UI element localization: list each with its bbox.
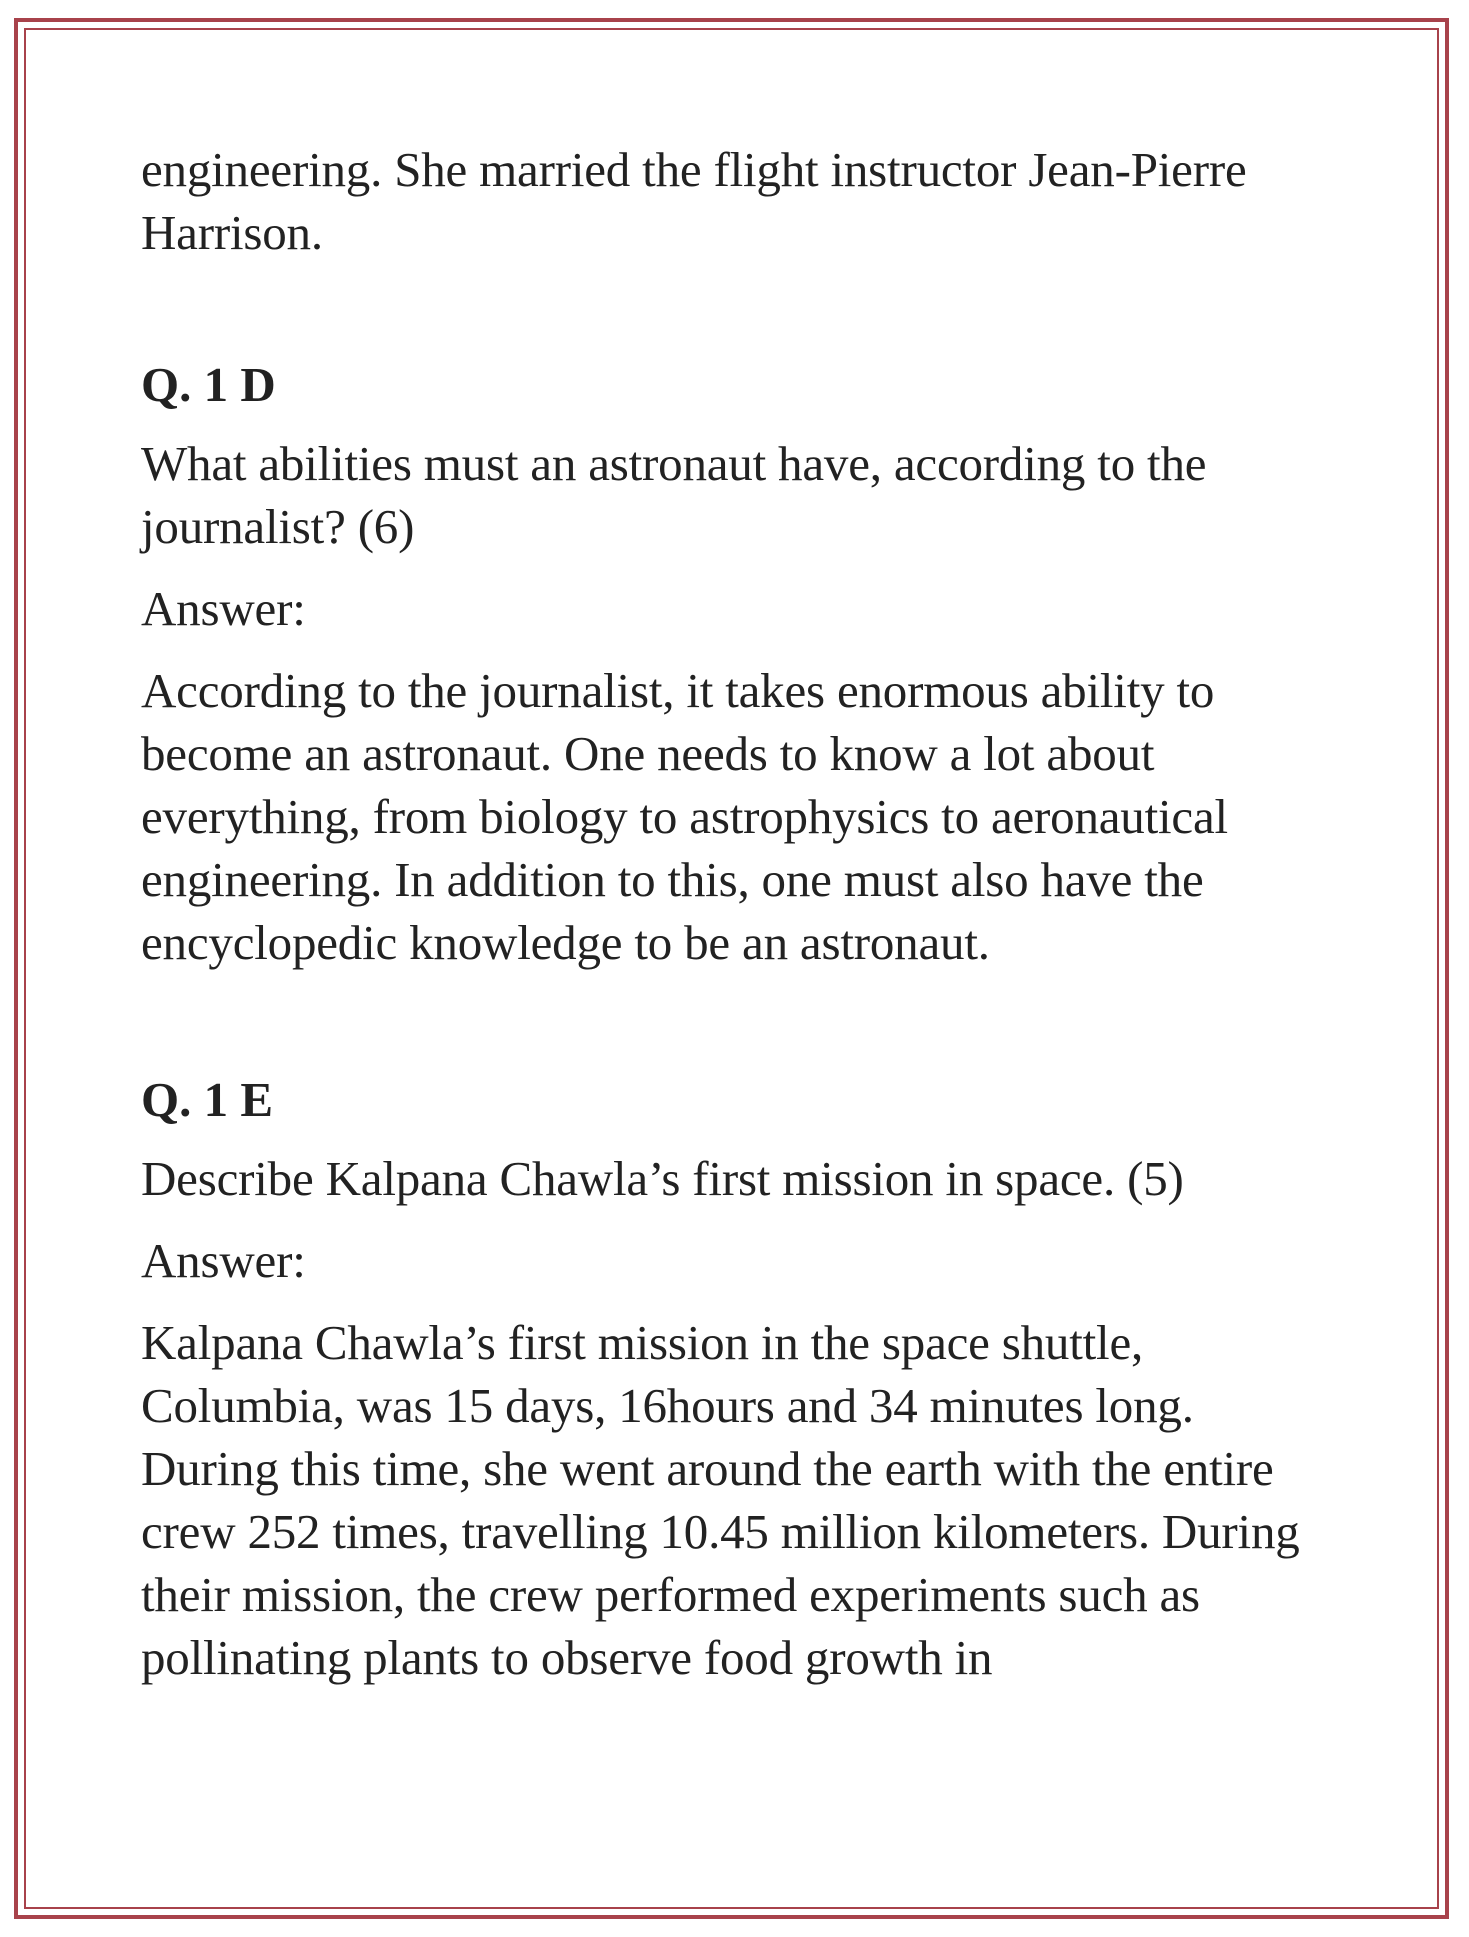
intro-paragraph: engineering. She married the flight instructor Jean-Pierre Harrison. bbox=[141, 142, 1247, 260]
page-content bbox=[141, 138, 1341, 1689]
question-text: What abilities must an astronaut have, according to the journalist? (6) bbox=[141, 436, 1207, 554]
question-heading: Q. 1 D bbox=[141, 357, 276, 412]
question-text: Describe Kalpana Chawla’s first mission in space. (5) bbox=[141, 1151, 1184, 1206]
answer-text: According to the journalist, it takes enormous ability to become an astronaut. One needs to know a lot about everything, from biology to astrophysics to aeronautical engineering. In addition to this, one must also have the encyclopedic knowledge to be an astronaut. bbox=[141, 663, 1228, 970]
question-heading: Q. 1 E bbox=[141, 1072, 274, 1127]
answer-text: Kalpana Chawla’s first mission in the space shuttle, Columbia, was 15 days, 16hours and 34 minutes long. During this time, she went around the earth with the entire crew 252 times, travelling 10.45 million kilometers. During their mission, the crew performed experiments such as pollinating plants to observe food growth in bbox=[141, 1315, 1300, 1685]
answer-label: Answer: bbox=[141, 1233, 306, 1288]
answer-label: Answer: bbox=[141, 581, 306, 636]
question-section-1d bbox=[141, 353, 1341, 974]
question-section-1e bbox=[141, 1068, 1341, 1689]
